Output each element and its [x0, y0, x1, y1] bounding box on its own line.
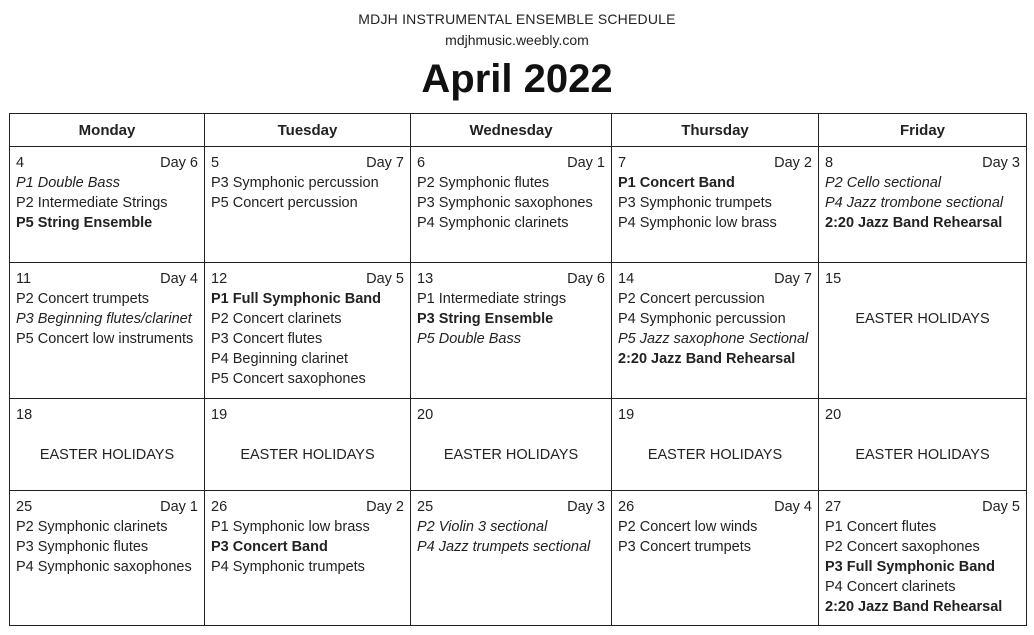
rotation-day: Day 4 — [774, 499, 812, 515]
holiday-label: EASTER HOLIDAYS — [240, 447, 375, 463]
day-date: 20 — [825, 407, 842, 423]
day-cell-header — [16, 405, 198, 425]
rehearsal-item: P3 String Ensemble — [417, 311, 554, 327]
day-date: 13 — [417, 271, 434, 287]
day-cell — [10, 147, 205, 263]
rotation-day: Day 1 — [160, 499, 198, 515]
rotation-day: Day 3 — [567, 499, 605, 515]
day-cell-header — [417, 497, 605, 517]
day-date: 19 — [618, 407, 635, 423]
day-date: 26 — [618, 499, 635, 515]
day-cell-header — [618, 269, 812, 289]
school-heading: MDJH INSTRUMENTAL ENSEMBLE SCHEDULE — [358, 11, 676, 27]
day-cell — [10, 263, 205, 399]
day-date: 26 — [211, 499, 228, 515]
rehearsal-item: P4 Symphonic trumpets — [211, 559, 365, 575]
rehearsal-item: P3 Concert Band — [211, 539, 328, 555]
holiday-label: EASTER HOLIDAYS — [855, 311, 990, 327]
day-cell-header — [417, 269, 605, 289]
day-date: 20 — [417, 407, 434, 423]
weekday-tuesday: Tuesday — [205, 114, 411, 147]
day-date: 4 — [16, 155, 25, 171]
day-cell — [819, 399, 1027, 491]
rehearsal-item: P2 Concert percussion — [618, 291, 765, 307]
holiday-label: EASTER HOLIDAYS — [39, 447, 175, 463]
day-cell-header — [211, 153, 404, 173]
rehearsal-item: P2 Symphonic clarinets — [16, 519, 168, 535]
rehearsal-item: P1 Full Symphonic Band — [211, 291, 381, 307]
day-cell — [205, 399, 411, 491]
rehearsal-item: P2 Violin 3 sectional — [417, 519, 548, 535]
week-row — [10, 399, 1027, 491]
week-row — [10, 491, 1027, 626]
holiday-label: EASTER HOLIDAYS — [647, 447, 783, 463]
day-date: 12 — [211, 271, 228, 287]
rehearsal-item: P3 Symphonic saxophones — [417, 195, 593, 211]
day-cell-header — [618, 405, 812, 425]
day-cell — [612, 491, 819, 626]
week-row — [10, 147, 1027, 263]
rehearsal-item: P1 Concert Band — [618, 175, 735, 191]
rehearsal-item: 2:20 Jazz Band Rehearsal — [825, 599, 1003, 615]
day-cell — [411, 147, 612, 263]
rehearsal-item: P3 Symphonic trumpets — [618, 195, 772, 211]
rehearsal-item: P3 Beginning flutes/clarinet — [16, 311, 192, 327]
rehearsal-item: P1 Symphonic low brass — [211, 519, 370, 535]
day-cell — [819, 263, 1027, 399]
rehearsal-item: P4 Symphonic saxophones — [16, 559, 192, 575]
weekday-monday: Monday — [10, 114, 205, 147]
rehearsal-item: P4 Symphonic percussion — [618, 311, 786, 327]
rehearsal-item: P4 Symphonic clarinets — [417, 215, 569, 231]
day-cell — [819, 491, 1027, 626]
day-date: 25 — [417, 499, 434, 515]
rotation-day: Day 2 — [366, 499, 404, 515]
rehearsal-item: P4 Concert clarinets — [825, 579, 956, 595]
rehearsal-item: P3 Symphonic percussion — [211, 175, 379, 191]
day-cell-header — [618, 497, 812, 517]
day-cell — [411, 491, 612, 626]
day-cell-header — [825, 405, 1020, 425]
day-date: 15 — [825, 271, 842, 287]
day-cell-header — [825, 497, 1020, 517]
day-date: 19 — [211, 407, 228, 423]
rehearsal-item: P5 Concert percussion — [211, 195, 358, 211]
day-date: 5 — [211, 155, 220, 171]
day-cell — [411, 263, 612, 399]
website-link[interactable]: mdjhmusic.weebly.com — [445, 32, 589, 48]
rehearsal-item: P4 Symphonic low brass — [618, 215, 777, 231]
day-date: 14 — [618, 271, 635, 287]
rotation-day: Day 1 — [567, 155, 605, 171]
day-date: 7 — [618, 155, 627, 171]
calendar-table — [9, 113, 1027, 626]
rehearsal-item: P5 Double Bass — [417, 331, 521, 347]
weekday-thursday: Thursday — [612, 114, 819, 147]
day-cell-header — [16, 153, 198, 173]
day-cell-header — [417, 153, 605, 173]
rehearsal-item: P3 Full Symphonic Band — [825, 559, 995, 575]
rehearsal-item: P2 Concert saxophones — [825, 539, 980, 555]
day-date: 27 — [825, 499, 842, 515]
rehearsal-item: P4 Jazz trumpets sectional — [417, 539, 591, 555]
day-cell-header — [417, 405, 605, 425]
day-cell — [612, 147, 819, 263]
week-row — [10, 263, 1027, 399]
rehearsal-item: P1 Concert flutes — [825, 519, 937, 535]
rehearsal-item: P3 Symphonic flutes — [16, 539, 149, 555]
rehearsal-item: P2 Concert clarinets — [211, 311, 342, 327]
day-cell — [10, 399, 205, 491]
rotation-day: Day 7 — [774, 271, 812, 287]
day-date: 18 — [16, 407, 33, 423]
rehearsal-item: P3 Concert flutes — [211, 331, 323, 347]
rehearsal-item: P5 String Ensemble — [16, 215, 153, 231]
rehearsal-item: P5 Jazz saxophone Sectional — [618, 331, 809, 347]
holiday-label: EASTER HOLIDAYS — [443, 447, 579, 463]
rehearsal-item: P2 Intermediate Strings — [16, 195, 168, 211]
day-cell — [10, 491, 205, 626]
rehearsal-item: P3 Concert trumpets — [618, 539, 751, 555]
rehearsal-item: P1 Intermediate strings — [417, 291, 567, 307]
day-cell — [205, 491, 411, 626]
page-title: April 2022 — [421, 57, 613, 101]
day-date: 8 — [825, 155, 834, 171]
rehearsal-item: P2 Concert low winds — [618, 519, 758, 535]
day-cell-header — [618, 153, 812, 173]
day-date: 25 — [16, 499, 33, 515]
rotation-day: Day 5 — [366, 271, 404, 287]
holiday-label: EASTER HOLIDAYS — [855, 447, 990, 463]
weekday-header-row — [10, 114, 1027, 147]
day-cell — [819, 147, 1027, 263]
day-cell — [205, 147, 411, 263]
rotation-day: Day 6 — [567, 271, 605, 287]
day-cell-header — [211, 405, 404, 425]
rehearsal-item: P5 Concert saxophones — [211, 371, 366, 387]
rotation-day: Day 5 — [982, 499, 1020, 515]
weekday-friday: Friday — [819, 114, 1027, 147]
rehearsal-item: P4 Jazz trombone sectional — [825, 195, 1004, 211]
rehearsal-item: P4 Beginning clarinet — [211, 351, 349, 367]
day-cell — [411, 399, 612, 491]
rehearsal-item: 2:20 Jazz Band Rehearsal — [618, 351, 796, 367]
day-cell-header — [16, 269, 198, 289]
rotation-day: Day 4 — [160, 271, 198, 287]
day-cell-header — [825, 153, 1020, 173]
rehearsal-item: P2 Cello sectional — [825, 175, 942, 191]
day-cell-header — [825, 269, 1020, 289]
rehearsal-item: 2:20 Jazz Band Rehearsal — [825, 215, 1003, 231]
rehearsal-item: P1 Double Bass — [16, 175, 120, 191]
day-cell-header — [211, 269, 404, 289]
day-cell — [205, 263, 411, 399]
day-date: 6 — [417, 155, 426, 171]
rehearsal-item: P2 Concert trumpets — [16, 291, 149, 307]
weekday-wednesday: Wednesday — [411, 114, 612, 147]
rehearsal-item: P2 Symphonic flutes — [417, 175, 550, 191]
day-cell-header — [16, 497, 198, 517]
rotation-day: Day 7 — [366, 155, 404, 171]
day-date: 11 — [16, 271, 32, 287]
rotation-day: Day 6 — [160, 155, 198, 171]
day-cell-header — [211, 497, 404, 517]
rotation-day: Day 2 — [774, 155, 812, 171]
rotation-day: Day 3 — [982, 155, 1020, 171]
day-cell — [612, 263, 819, 399]
day-cell — [612, 399, 819, 491]
rehearsal-item: P5 Concert low instruments — [16, 331, 194, 347]
